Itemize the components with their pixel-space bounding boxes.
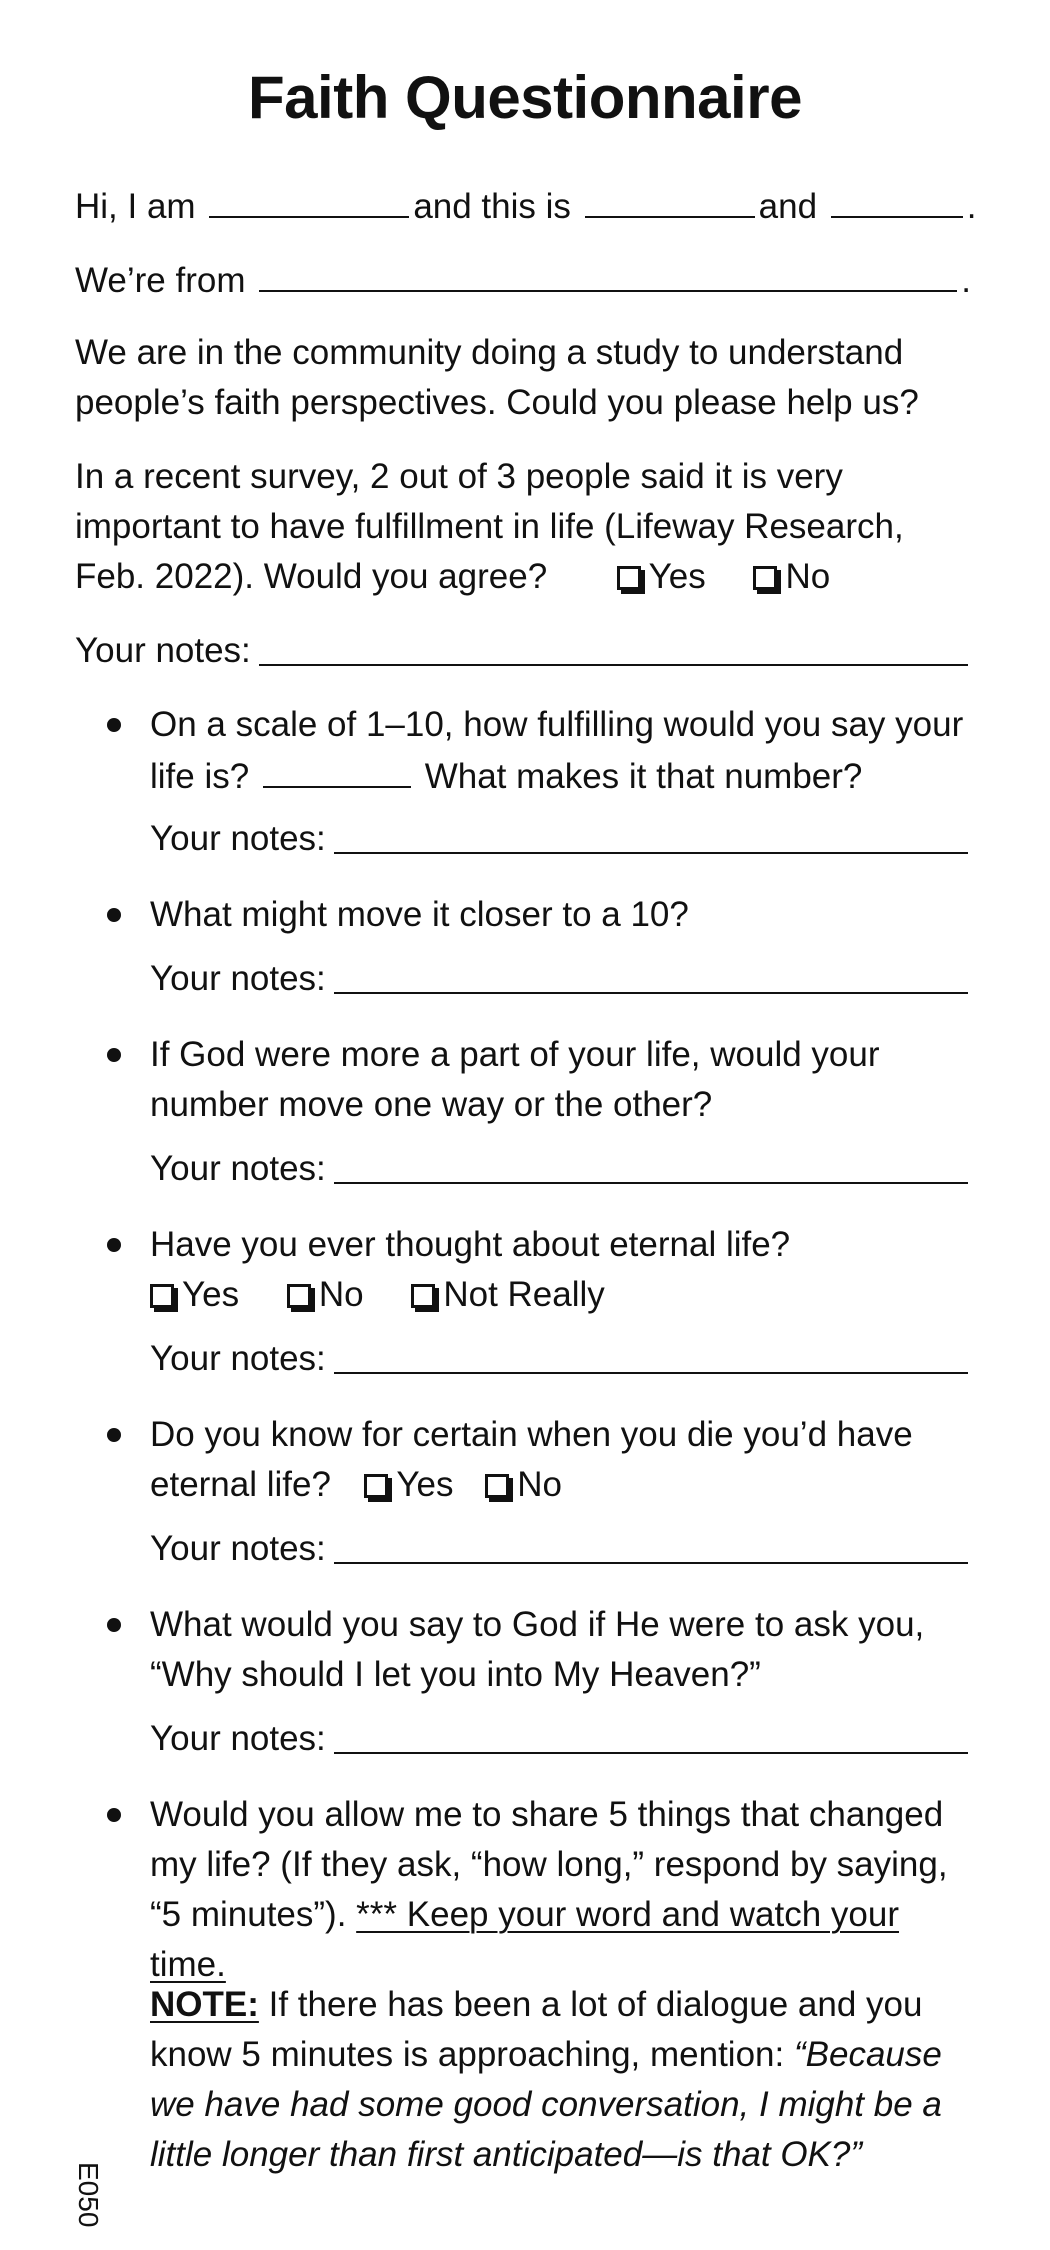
question-eternal-life-thought [150, 1220, 980, 1320]
bullet-icon [107, 1618, 121, 1632]
question-fulfillment-scale [150, 700, 980, 802]
option-label: No [318, 1275, 364, 1314]
q4-not-really-option[interactable] [411, 1270, 604, 1320]
second-partner-name-blank[interactable] [831, 180, 963, 218]
checkbox-icon [485, 1474, 509, 1498]
notes-line[interactable] [334, 1334, 968, 1374]
bullet-icon [107, 1428, 121, 1442]
location-blank[interactable] [259, 254, 957, 292]
q4-yes-option[interactable] [150, 1270, 239, 1320]
notes-label: Your notes: [150, 1719, 326, 1758]
interviewer-name-blank[interactable] [209, 180, 409, 218]
and-label: and [758, 187, 818, 226]
q4-no-option[interactable] [287, 1270, 364, 1320]
question-why-heaven: What would you say to God if He were to ask you, “Why should I let you into My Heaven?” [150, 1605, 925, 1694]
page-title: Faith Questionnaire [248, 64, 802, 131]
option-label: Not Really [443, 1275, 605, 1314]
and-this-is-label: and this is [413, 187, 571, 226]
agree-yes-option[interactable] [617, 552, 706, 602]
notes-field-q5[interactable] [150, 1524, 968, 1574]
question-text: Would you allow me to share 5 things that changed my life? (If they ask, “how long,” respond by saying, “5 minutes”). [150, 1795, 948, 1934]
period-text: . [966, 187, 977, 226]
checkbox-icon [753, 566, 777, 590]
note-text: If there has been a lot of dialogue and you know 5 minutes is approaching, mention: [150, 1985, 923, 2074]
notes-field-q4[interactable] [150, 1334, 968, 1384]
option-label: No [785, 557, 831, 596]
intro-from-line [75, 254, 971, 306]
q5-no-option[interactable] [485, 1460, 562, 1510]
notes-label: Your notes: [75, 631, 251, 670]
survey-text: In a recent survey, 2 out of 3 people said it is very important to have fulfillment in life (Lifeway Research, Feb. 2022). Would you agree? [75, 457, 904, 596]
notes-line[interactable] [334, 1524, 968, 1564]
option-label: Yes [648, 557, 706, 596]
question-text: Do you know for certain when you die you’d have eternal life? [150, 1415, 913, 1504]
notes-field-q3[interactable] [150, 1144, 968, 1194]
agree-no-option[interactable] [753, 552, 830, 602]
question-text: On a scale of 1–10, how fulfilling would you say your life is? [150, 705, 964, 796]
scale-number-blank[interactable] [263, 750, 411, 788]
note-quote: “Because we have had some good conversation, I might be a little longer than first anticipated—is that OK?” [150, 2035, 942, 2174]
question-share-five-things [150, 1790, 980, 1990]
hi-prefix: Hi, I am [75, 187, 196, 226]
bullet-icon [107, 718, 121, 732]
from-prefix: We’re from [75, 261, 246, 300]
option-label: Yes [182, 1275, 240, 1314]
option-label: Yes [396, 1465, 454, 1504]
notes-field-q6[interactable] [150, 1714, 968, 1764]
question-closer-to-ten: What might move it closer to a 10? [150, 895, 689, 934]
notes-line[interactable] [334, 954, 968, 994]
notes-label: Your notes: [150, 959, 326, 998]
partner-name-blank[interactable] [585, 180, 755, 218]
intro-names-line [75, 180, 977, 232]
survey-paragraph [75, 452, 975, 602]
notes-field-q1[interactable] [150, 814, 968, 864]
question-text: Have you ever thought about eternal life? [150, 1225, 791, 1264]
notes-line[interactable] [259, 626, 968, 666]
community-paragraph: We are in the community doing a study to understand people’s faith perspectives. Could you please help us? [75, 333, 919, 422]
note-block [150, 1980, 980, 2180]
checkbox-icon [287, 1284, 311, 1308]
period-text: . [961, 261, 971, 300]
question-eternal-life-certain [150, 1410, 980, 1510]
bullet-icon [107, 908, 121, 922]
bullet-icon [107, 1238, 121, 1252]
checkbox-icon [617, 566, 641, 590]
checkbox-icon [150, 1284, 174, 1308]
notes-field-q2[interactable] [150, 954, 968, 1004]
bullet-icon [107, 1808, 121, 1822]
bullet-icon [107, 1048, 121, 1062]
notes-line[interactable] [334, 814, 968, 854]
question-god-part-of-life: If God were more a part of your life, would your number move one way or the other? [150, 1035, 880, 1124]
question-text-followup: What makes it that number? [424, 757, 863, 796]
checkbox-icon [364, 1474, 388, 1498]
q4-options [150, 1270, 980, 1320]
notes-line[interactable] [334, 1144, 968, 1184]
notes-label: Your notes: [150, 819, 326, 858]
checkbox-icon [411, 1284, 435, 1308]
form-code: E050 [73, 2162, 104, 2228]
q5-yes-option[interactable] [364, 1460, 453, 1510]
notes-field-intro[interactable] [75, 626, 968, 676]
notes-line[interactable] [334, 1714, 968, 1754]
notes-label: Your notes: [150, 1529, 326, 1568]
keep-your-word-emphasis: *** Keep your word and watch your time. [150, 1895, 899, 1984]
notes-label: Your notes: [150, 1339, 326, 1378]
note-label: NOTE: [150, 1985, 259, 2024]
notes-label: Your notes: [150, 1149, 326, 1188]
option-label: No [517, 1465, 563, 1504]
